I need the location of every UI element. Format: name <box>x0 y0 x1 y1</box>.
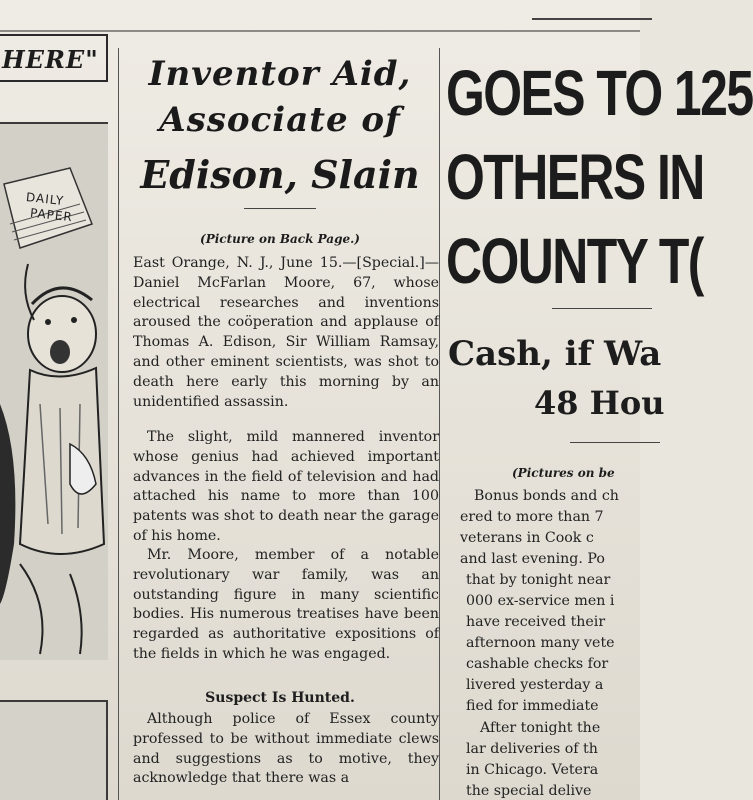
right-text-line: After tonight the <box>480 720 601 736</box>
right-text-line: fied for immediate <box>466 698 599 714</box>
article-paragraph-1: East Orange, N. J., June 15.—[Special.]—Daniel McFarlan Moore, 67, whose electrical researches and inventions aroused the coöperation and applause of Thomas A. Edison, Sir William Ramsay, and other eminent scientists, was shot to death here early this morning by an unidentified assassin. <box>133 255 439 410</box>
right-top-rule <box>532 18 652 20</box>
cartoon-illustration <box>0 122 108 658</box>
article-paragraph-2: The slight, mild mannered inventor whose genius had achieved important advances in the field of television and had attached his name to more than 100 patents was shot to death near the garage of his home. <box>133 429 439 544</box>
right-text-line: cashable checks for <box>466 656 609 672</box>
banner-headline-line-3: COUNTY T( <box>446 225 703 297</box>
second-cartoon-panel <box>0 700 108 800</box>
banner-headline-line-1: GOES TO 125 <box>446 57 753 129</box>
cartoon-label-paper: PAPER <box>29 205 74 225</box>
right-text-line: lar deliveries of th <box>466 741 598 757</box>
right-text-line: ered to more than 7 <box>460 509 604 525</box>
right-text-line: livered yesterday a <box>466 677 604 693</box>
deck-line-2: 48 Hou <box>534 384 665 422</box>
right-text-line: and last evening. Po <box>460 551 605 567</box>
right-text-line: the special delive <box>466 783 592 799</box>
cartoon-title-box <box>0 34 108 82</box>
picture-caption: (Picture on Back Page.) <box>200 232 360 246</box>
right-text-line: in Chicago. Vetera <box>466 762 599 778</box>
headline-line-2: Associate of <box>159 100 401 140</box>
right-mid-rule <box>552 308 652 309</box>
banner-headline-line-2: OTHERS IN <box>446 141 704 213</box>
article-paragraph-4: Although police of Essex county professed to be without immediate clews and suggestions as to motive, they acknowledge that there was a <box>133 711 439 787</box>
cartoon-title: HERE" <box>2 45 99 74</box>
right-text-line: veterans in Cook c <box>460 530 594 546</box>
article-paragraph-3: Mr. Moore, member of a notable revolutionary war family, was an outstanding figure in many scientific bodies. His numerous treatises have been regarded as authoritative expositions of the fields in which he was engaged. <box>133 547 439 662</box>
right-text-line: have received their <box>466 614 606 630</box>
subheading: Suspect Is Hunted. <box>205 690 355 706</box>
headline-line-3: Edison, Slain <box>140 152 420 197</box>
right-article-column <box>440 0 753 800</box>
right-text-line: that by tonight near <box>466 572 611 588</box>
right-text-line: Bonus bonds and ch <box>474 488 619 504</box>
article-column <box>118 48 440 800</box>
right-picture-caption: (Pictures on be <box>512 466 615 480</box>
cartoon-label-daily: DAILY <box>25 190 65 208</box>
deck-line-1: Cash, if Wa <box>448 334 662 374</box>
headline-rule <box>244 208 316 209</box>
right-text-line: afternoon many vete <box>466 635 615 651</box>
headline-line-1: Inventor Aid, <box>148 54 412 94</box>
right-text-line: 000 ex-service men i <box>466 593 615 609</box>
right-bottom-rule <box>570 442 660 443</box>
